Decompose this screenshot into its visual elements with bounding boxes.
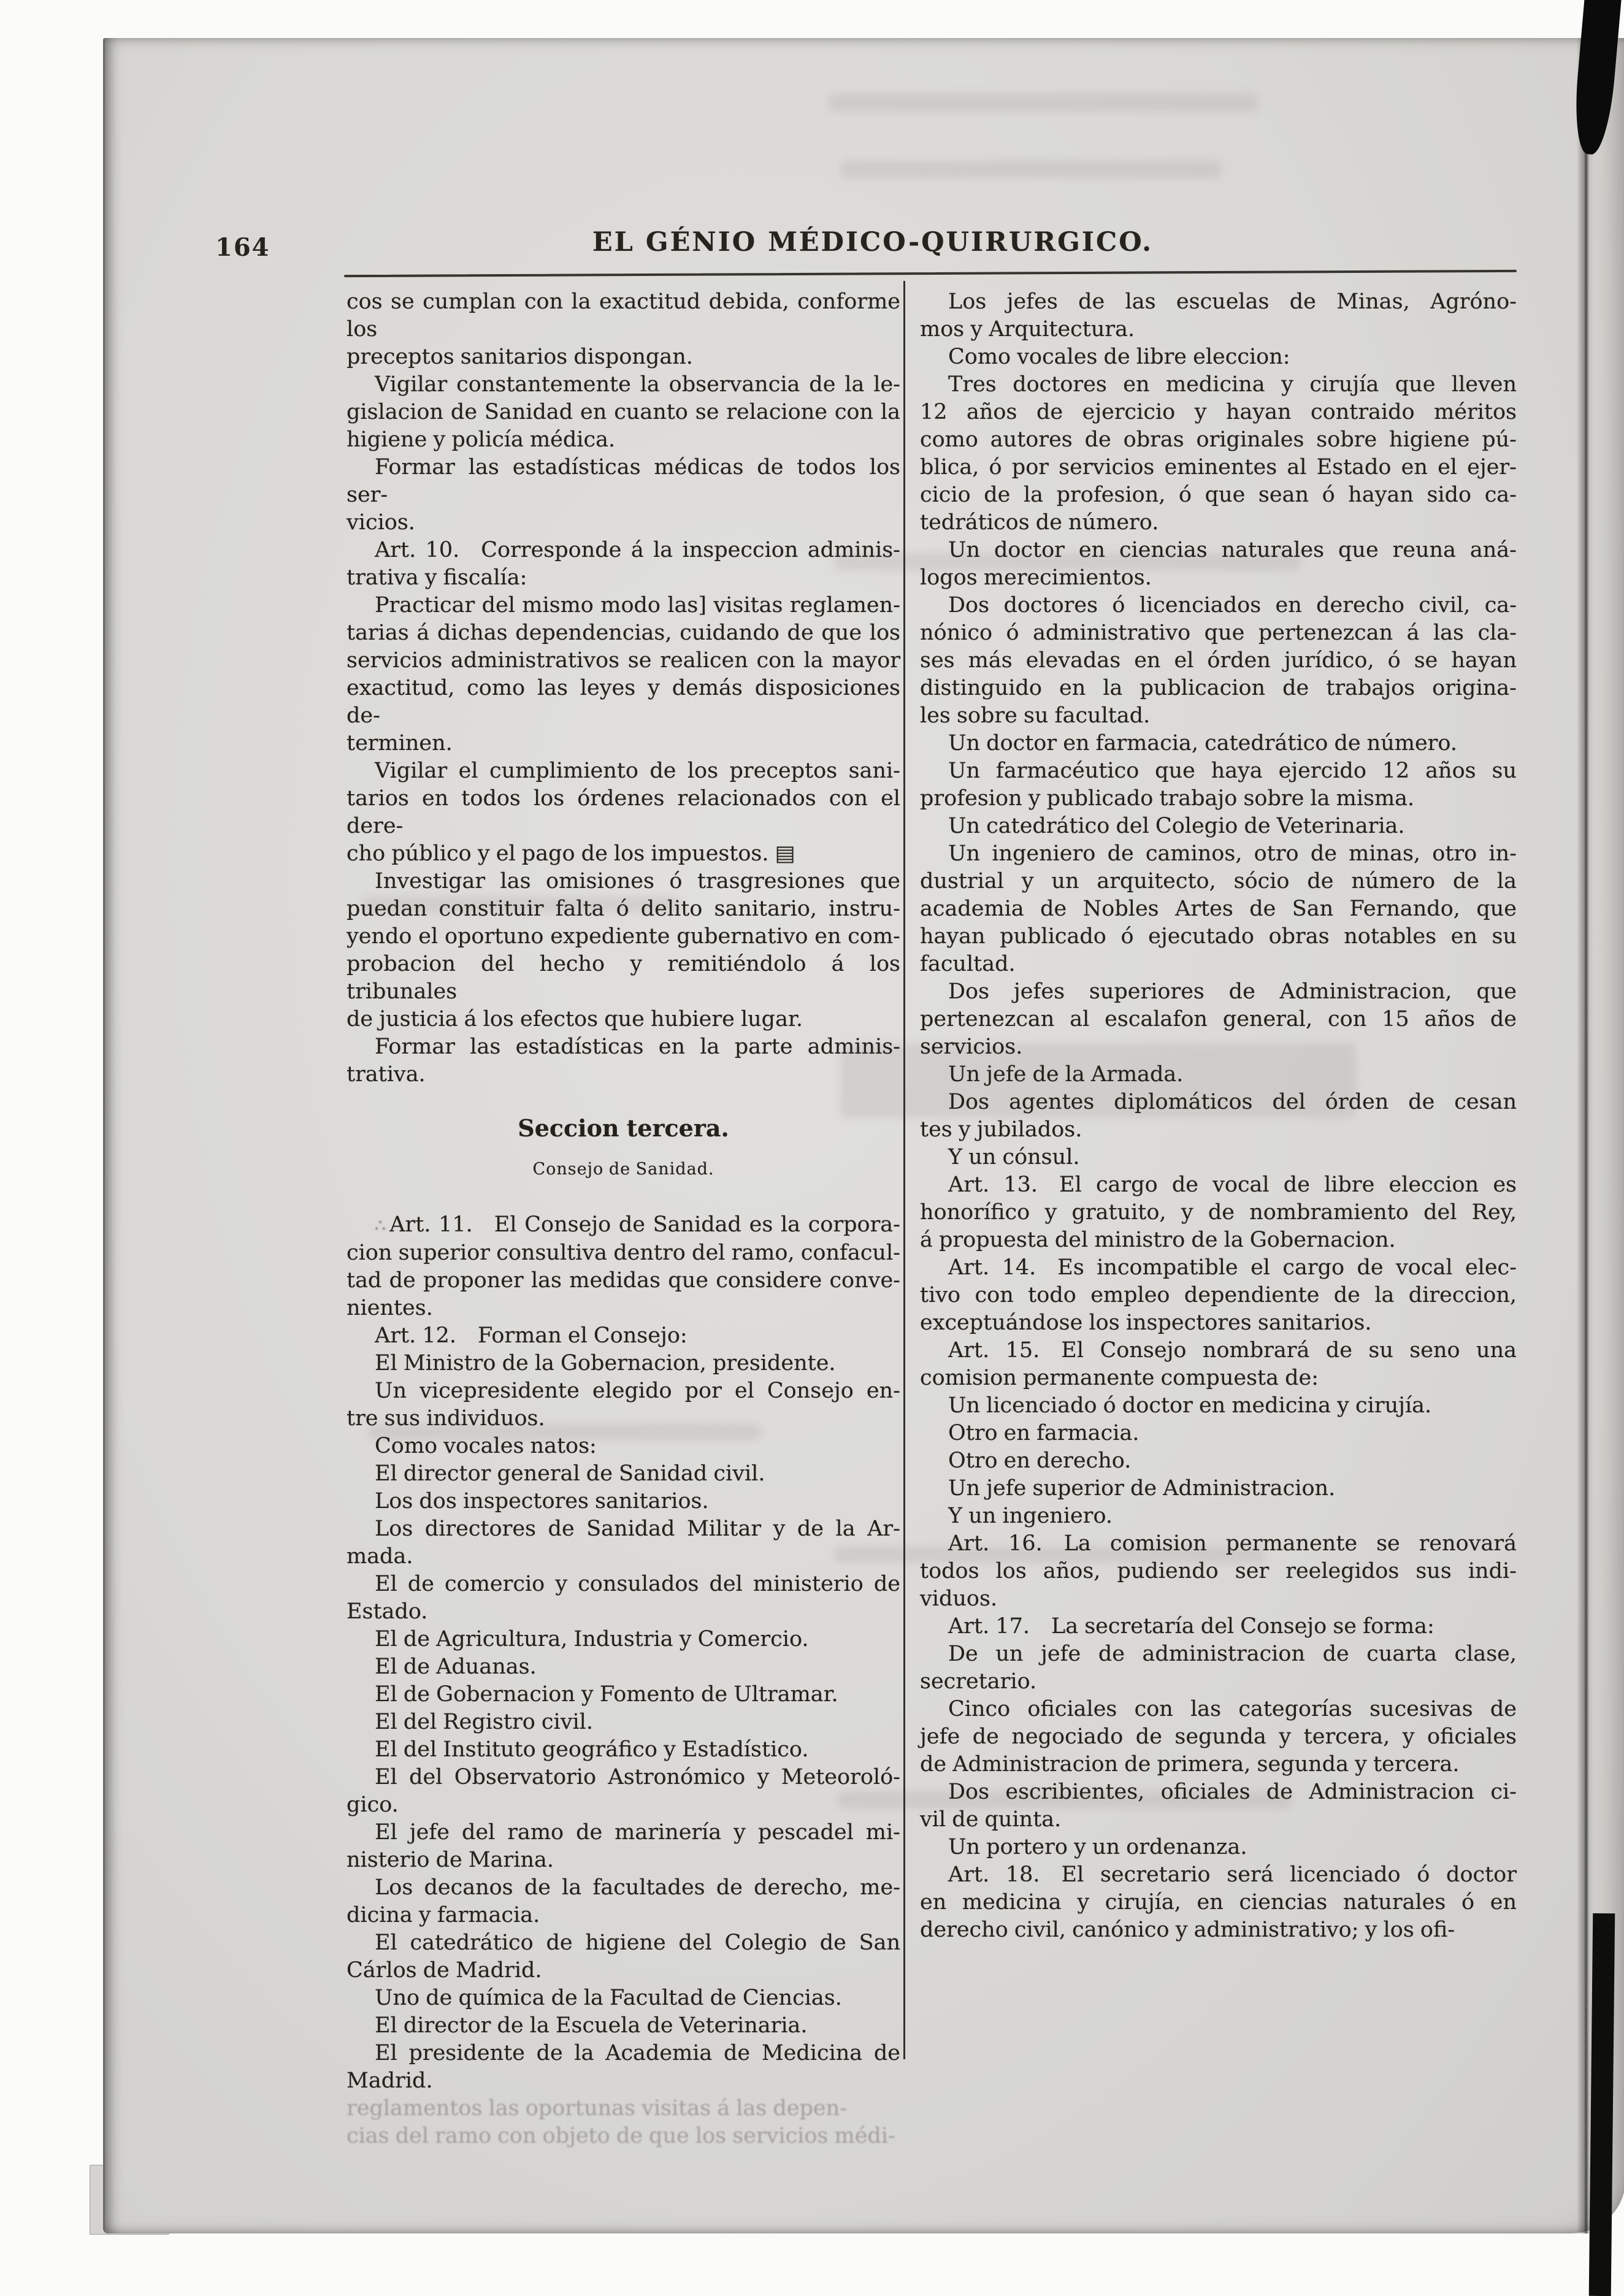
- text-line: exactitud, como las leyes y demás disposiciones de-: [347, 676, 900, 728]
- text-line: El del Observatorio Astronómico y Meteoroló-: [375, 1765, 900, 1789]
- binding-shadow-bottom: [1589, 1913, 1615, 2296]
- paragraph: [347, 537, 900, 592]
- text-line: todos los años, pudiendo ser reelegidos sus indi-: [920, 1559, 1517, 1583]
- text-line: Art. 15. El Consejo nombrará de su seno una: [948, 1338, 1517, 1363]
- text-line: El de Agricultura, Industria y Comercio.: [375, 1627, 809, 1651]
- text-line: como autores de obras originales sobre higiene pú-: [920, 427, 1517, 452]
- paragraph: [347, 454, 900, 537]
- text-line: ses más elevadas en el órden jurídico, ó se hayan: [920, 648, 1517, 673]
- text-line: Art. 17. La secretaría del Consejo se forma:: [948, 1614, 1434, 1639]
- text-line: probacion del hecho y remitiéndolo á los tribunales: [347, 952, 900, 1004]
- text-line: 12 años de ejercicio y hayan contraido méritos: [920, 400, 1517, 424]
- text-line: El director de la Escuela de Veterinaria.: [375, 2013, 808, 2038]
- paragraph: [347, 1929, 900, 1984]
- left-column: [347, 288, 900, 2150]
- text-line: El catedrático de higiene del Colegio de San: [375, 1931, 900, 1955]
- text-line: Como vocales natos:: [375, 1434, 597, 1458]
- text-line: cias del ramo con objeto de que los servicios médi-: [347, 2124, 895, 2148]
- binding-crease: [1577, 38, 1594, 2233]
- book-page: [103, 38, 1624, 2233]
- paragraph: [920, 1861, 1517, 1944]
- text-line: nientes.: [347, 1296, 433, 1320]
- text-line: mos y Arquitectura.: [920, 317, 1135, 342]
- text-line: dustrial y un arquitecto, sócio de número de la: [920, 869, 1517, 894]
- text-line: Dos agentes diplomáticos del órden de cesan: [948, 1090, 1517, 1114]
- text-line: academia de Nobles Artes de San Fernando, que: [920, 897, 1517, 921]
- paragraph: [920, 1502, 1517, 1530]
- paragraph: [920, 730, 1517, 757]
- paragraph: [347, 1874, 900, 1929]
- text-line: secretario.: [920, 1669, 1037, 1694]
- paragraph: [920, 1640, 1517, 1696]
- paragraph: [347, 1764, 900, 1819]
- text-line: Y un ingeniero.: [948, 1504, 1113, 1528]
- text-line: Dos escribientes, oficiales de Administracion ci-: [948, 1780, 1517, 1804]
- text-line: distinguido en la publicacion de trabajos origina-: [920, 676, 1517, 700]
- paragraph: [347, 2040, 900, 2095]
- text-line: Otro en derecho.: [948, 1448, 1132, 1473]
- text-line: Art. 12. Forman el Consejo:: [375, 1323, 688, 1348]
- text-line: Art. 13. El cargo de vocal de libre eleccion es: [948, 1173, 1517, 1197]
- text-line: ∴ Art. 11. El Consejo de Sanidad es la corpora-: [375, 1212, 900, 1237]
- show-through: [829, 93, 1258, 112]
- text-line: de Administracion de primera, segunda y tercera.: [920, 1752, 1460, 1777]
- paragraph: [920, 1144, 1517, 1171]
- text-line: honorífico y gratuito, y de nombramiento del Rey,: [920, 1200, 1517, 1225]
- text-line: Cárlos de Madrid.: [347, 1958, 542, 1983]
- text-line: exceptuándose los inspectores sanitarios.: [920, 1311, 1372, 1335]
- paragraph: [920, 840, 1517, 978]
- paragraph: [347, 1736, 900, 1764]
- paragraph: [920, 1530, 1517, 1613]
- paragraph: [920, 1696, 1517, 1778]
- paragraph: [920, 1420, 1517, 1447]
- paragraph: [920, 813, 1517, 840]
- text-line: Los jefes de las escuelas de Minas, Agróno-: [948, 289, 1517, 314]
- paragraph: [920, 1254, 1517, 1337]
- text-line: El jefe del ramo de marinería y pescadel mi-: [375, 1820, 900, 1845]
- text-line: Art. 18. El secretario será licenciado ó doctor: [948, 1862, 1517, 1887]
- text-line: profesion y publicado trabajo sobre la misma.: [920, 786, 1415, 811]
- text-line: trativa y fiscalía:: [347, 565, 527, 590]
- text-line: El director general de Sanidad civil.: [375, 1461, 765, 1486]
- text-line: El presidente de la Academia de Medicina de: [375, 2041, 900, 2065]
- text-line: derecho civil, canónico y administrativo; y los ofi-: [920, 1918, 1455, 1942]
- text-line: cicio de la profesion, ó que sean ó hayan sido ca-: [920, 483, 1517, 507]
- text-line: Dos doctores ó licenciados en derecho civil, ca-: [948, 593, 1517, 618]
- text-line: Art. 14. Es incompatible el cargo de vocal elec-: [948, 1255, 1517, 1280]
- paragraph: [347, 1626, 900, 1653]
- paragraph: [920, 1778, 1517, 1834]
- paragraph: [920, 592, 1517, 730]
- column-divider: [903, 281, 905, 2059]
- text-line: comision permanente compuesta de:: [920, 1366, 1319, 1390]
- text-line: Vigilar constantemente la observancia de la le-: [375, 372, 900, 397]
- text-line: Un ingeniero de caminos, otro de minas, otro in-: [948, 841, 1517, 866]
- text-line: tad de proponer las medidas que considere conve-: [347, 1268, 900, 1293]
- text-line: vil de quinta.: [920, 1807, 1062, 1832]
- paragraph: [347, 1709, 900, 1736]
- text-line: trativa.: [347, 1062, 426, 1087]
- text-line: Cinco oficiales con las categorías sucesivas de: [948, 1697, 1517, 1721]
- show-through-text: [347, 2095, 900, 2122]
- text-line: dicina y farmacia.: [347, 1903, 540, 1927]
- text-line: facultad.: [920, 952, 1016, 976]
- paragraph: [347, 1460, 900, 1488]
- text-line: El Ministro de la Gobernacion, presidente.: [375, 1351, 836, 1376]
- text-line: Los dos inspectores sanitarios.: [375, 1489, 709, 1513]
- text-line: á propuesta del ministro de la Gobernacion.: [920, 1228, 1396, 1252]
- text-line: Tres doctores en medicina y cirujía que lleven: [948, 372, 1517, 397]
- paragraph: [920, 288, 1517, 343]
- text-line: Un portero y un ordenanza.: [948, 1835, 1247, 1859]
- paragraph: [920, 1089, 1517, 1144]
- text-line: hayan publicado ó ejecutado obras notables en su: [920, 924, 1517, 949]
- text-line: Un doctor en ciencias naturales que reuna aná-: [948, 538, 1517, 562]
- text-line: tes y jubilados.: [920, 1117, 1082, 1142]
- text-line: Como vocales de libre eleccion:: [948, 345, 1290, 369]
- text-line: yendo el oportuno expediente gubernativo en com-: [347, 924, 900, 949]
- paragraph: [920, 343, 1517, 371]
- text-line: gislacion de Sanidad en cuanto se relacione con la: [347, 400, 900, 424]
- text-line: cho público y el pago de los impuestos. ▤: [347, 841, 795, 866]
- paragraph: [347, 1350, 900, 1377]
- text-line: Art. 16. La comision permanente se renovará: [948, 1531, 1517, 1556]
- text-line: Un vicepresidente elegido por el Consejo en-: [375, 1379, 900, 1403]
- show-through: [841, 161, 1221, 178]
- paragraph: [920, 1061, 1517, 1089]
- page-number: 164: [215, 233, 270, 262]
- paragraph: [920, 1171, 1517, 1254]
- paragraph: [347, 1571, 900, 1626]
- text-line: viduos.: [920, 1586, 998, 1611]
- text-line: preceptos sanitarios dispongan.: [347, 345, 693, 369]
- text-line: Los decanos de la facultades de derecho, me-: [375, 1875, 900, 1900]
- paragraph: [920, 537, 1517, 592]
- text-line: tre sus individuos.: [347, 1406, 545, 1431]
- text-line: El del Registro civil.: [375, 1710, 594, 1734]
- text-line: El de comercio y consulados del ministerio de: [375, 1572, 900, 1596]
- text-line: El de Gobernacion y Fomento de Ultramar.: [375, 1682, 838, 1707]
- text-line: tarios en todos los órdenes relacionados con el dere-: [347, 786, 900, 838]
- text-line: servicios.: [920, 1035, 1023, 1059]
- text-line: pertenezcan al escalafon general, con 15 años de: [920, 1007, 1517, 1031]
- text-line: nisterio de Marina.: [347, 1848, 554, 1872]
- paragraph: [920, 1337, 1517, 1392]
- right-column: [920, 288, 1517, 1944]
- text-line: tedráticos de número.: [920, 510, 1159, 535]
- journal-masthead: EL GÉNIO MÉDICO-QUIRURGICO.: [592, 227, 1154, 258]
- text-line: Uno de química de la Facultad de Ciencias.: [375, 1986, 842, 2010]
- header-rule: [344, 270, 1517, 277]
- text-line: Formar las estadísticas médicas de todos los ser-: [347, 455, 900, 507]
- text-line: Un licenciado ó doctor en medicina y cirujía.: [948, 1393, 1432, 1418]
- text-line: Practicar del mismo modo las] visitas reglamen-: [375, 593, 900, 618]
- paragraph: [347, 1488, 900, 1515]
- paragraph: [347, 868, 900, 1033]
- text-line: Un doctor en farmacia, catedrático de número.: [948, 731, 1457, 756]
- paragraph: [920, 757, 1517, 813]
- text-line: Art. 10. Corresponde á la inspeccion adminis-: [375, 538, 900, 562]
- text-line: mada.: [347, 1544, 413, 1569]
- paragraph: [920, 1392, 1517, 1420]
- text-line: blica, ó por servicios eminentes al Estado en el ejer-: [920, 455, 1517, 480]
- text-line: tivo con todo empleo dependiente de la direccion,: [920, 1283, 1517, 1307]
- text-line: Madrid.: [347, 2068, 433, 2093]
- paragraph: [347, 1377, 900, 1433]
- paragraph: [920, 1475, 1517, 1502]
- paragraph: [347, 288, 900, 371]
- paragraph: [920, 1447, 1517, 1475]
- text-line: en medicina y cirujía, en ciencias naturales ó en: [920, 1890, 1517, 1915]
- paragraph: [347, 1984, 900, 2012]
- ink-smudge: ∴: [375, 1215, 390, 1236]
- paragraph: [347, 1653, 900, 1681]
- text-line: tarias á dichas dependencias, cuidando de que los: [347, 621, 900, 645]
- text-line: cion superior consultiva dentro del ramo, confacul-: [347, 1241, 900, 1265]
- text-line: de justicia á los efectos que hubiere lugar.: [347, 1007, 803, 1031]
- text-line: El de Aduanas.: [375, 1655, 537, 1679]
- paragraph: [920, 1834, 1517, 1861]
- text-line: gico.: [347, 1793, 399, 1817]
- text-line: reglamentos las oportunas visitas á las depen-: [347, 2096, 847, 2121]
- text-line: Un catedrático del Colegio de Veterinaria.: [948, 814, 1405, 838]
- paragraph: [347, 1211, 900, 1322]
- section-heading: Seccion tercera.: [518, 1114, 729, 1142]
- text-line: vicios.: [347, 510, 415, 535]
- text-line: puedan constituir falta ó delito sanitario, instru-: [347, 897, 900, 921]
- paragraph: [347, 1681, 900, 1709]
- text-line: De un jefe de administracion de cuarta clase,: [948, 1642, 1517, 1666]
- text-line: servicios administrativos se realicen con la mayor: [347, 648, 900, 673]
- paragraph: [347, 1322, 900, 1350]
- text-line: Un jefe de la Armada.: [948, 1062, 1184, 1087]
- text-line: Otro en farmacia.: [948, 1421, 1139, 1445]
- text-line: Vigilar el cumplimiento de los preceptos sani-: [375, 759, 900, 783]
- paragraph: [347, 1033, 900, 1089]
- text-line: logos merecimientos.: [920, 565, 1152, 590]
- paragraph: [347, 1819, 900, 1874]
- show-through-text: [347, 2122, 900, 2150]
- text-line: Dos jefes superiores de Administracion, que: [948, 979, 1517, 1004]
- text-line: cos se cumplan con la exactitud debida, conforme los: [347, 289, 900, 342]
- paragraph: [347, 592, 900, 757]
- paragraph: [347, 757, 900, 868]
- text-line: higiene y policía médica.: [347, 427, 616, 452]
- text-line: les sobre su facultad.: [920, 703, 1151, 728]
- paragraph: [347, 1515, 900, 1571]
- text-line: nónico ó administrativo que pertenezcan á las cla-: [920, 621, 1517, 645]
- text-line: Investigar las omisiones ó trasgresiones que: [375, 869, 900, 894]
- text-line: jefe de negociado de segunda y tercera, y oficiales: [920, 1724, 1517, 1749]
- text-line: El del Instituto geográfico y Estadístico.: [375, 1737, 809, 1762]
- paragraph: [920, 1613, 1517, 1640]
- paragraph: [347, 2012, 900, 2040]
- text-line: Los directores de Sanidad Militar y de la Ar-: [375, 1517, 900, 1541]
- paragraph: [347, 371, 900, 454]
- text-line: Formar las estadísticas en la parte adminis-: [375, 1035, 900, 1059]
- paragraph: [920, 371, 1517, 537]
- text-line: Un farmacéutico que haya ejercido 12 años su: [948, 759, 1517, 783]
- paragraph: [347, 1433, 900, 1460]
- sub-heading: Consejo de Sanidad.: [532, 1160, 714, 1179]
- paragraph: [920, 978, 1517, 1061]
- text-line: Y un cónsul.: [948, 1145, 1080, 1169]
- text-line: terminen.: [347, 731, 453, 756]
- text-line: Estado.: [347, 1599, 428, 1624]
- text-line: Un jefe superior de Administracion.: [948, 1476, 1336, 1501]
